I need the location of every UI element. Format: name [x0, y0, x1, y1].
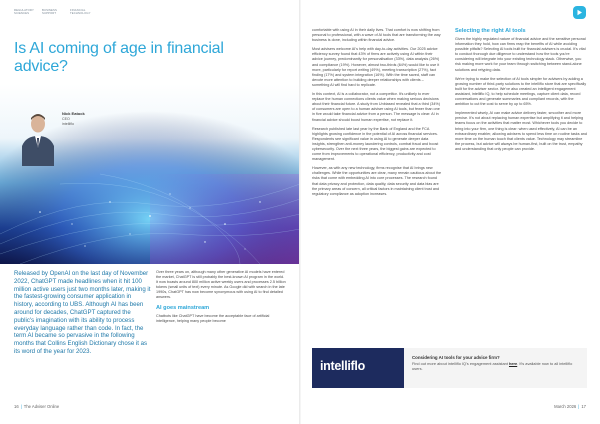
- body-paragraph: However, as with any new technology, firms recognise that AI brings new challenges. While the opportunities are clear, many remain cautious about the risks that come with embedding AI into core processes. The research found that data privacy and protection, data quality, data security and data bias are the primary areas of concern, all critical factors in maintaining client trust and regulatory compliance as adoption increases.: [312, 166, 442, 196]
- article-title: Is AI coming of age in financial advice?: [14, 40, 224, 75]
- section-tag: BUSINESS SUPPORT: [42, 8, 57, 16]
- author-photo: [20, 110, 56, 166]
- body-paragraph: Research published late last year by the Bank of England and the FCA highlights growing confidence in the potential of AI across financial services. Respondents see significant value in using AI to generate deeper data insights, strengthen anti-money laundering controls, combat fraud and boost cybersecurity. Over the next three years, the biggest gains are expected to come from improvements to operational efficiency, productivity and cost management.: [312, 126, 439, 162]
- body-paragraph: Chatbots like ChatGPT have become the acceptable face of artificial intelligence, helping many people become: [156, 313, 270, 323]
- column-4: [455, 28, 587, 156]
- subheading: AI goes mainstream: [156, 304, 210, 311]
- section-tag: REGULATORY SCIENCES: [14, 8, 34, 16]
- body-paragraph: We're trying to make the selection of AI tools simpler for advisers by adding a growing number of third-party solutions to the intelliflo store that are specifically built for the adviser sector. We've also created an intelligent engagement assistant, intelliflo IQ, to help schedule meetings, capture client data, record conversations and generate summaries and compliant records, with the ambition to cut the cost to serve by up to 65%.: [455, 76, 587, 107]
- advert-body-start: Find out more about intelliflo IQ's engagement assistant: [412, 361, 509, 366]
- footer-separator: |: [578, 404, 580, 409]
- body-paragraph: Most advisers welcome AI's help with day-to-day activities. Our 2025 advice efficiency survey found that 43% of firms are actively using AI within their advice journey, predominantly for personalisation (33%), data analysis (26%) and compliance (19%). However, almost two-thirds (64%) would like to use it more, particularly for report writing (49%), meeting transcription (27%), fact finding (17%) and system integration (16%). With the time saved, staff can devote more attention to building deeper relationships with clients – something AI will find hard to replicate.: [312, 47, 440, 87]
- footer-right: [554, 404, 586, 409]
- advert-text: [412, 355, 582, 371]
- footer-left: [14, 404, 59, 409]
- subheading: Selecting the right AI tools: [455, 28, 526, 34]
- issue-date: March 2026: [554, 404, 577, 409]
- publication-name: The Adviser Online: [23, 404, 60, 409]
- advert-box: [312, 348, 587, 388]
- column-2: [156, 270, 286, 328]
- body-paragraph: Implemented wisely, AI can make advice delivery faster, smoother and more precise. It's not about replacing human expertise but amplifying it and helping teams focus on the activities that matter most. Whichever tools you decide to bring into your firm, one thing is clear: when used effectively, AI can be an extraordinary enabler, allowing advisers to spend less time on routine tasks and more time on the human touch that clients value. Technology may streamline the process, but advice will always be human-first, built on the trust, empathy and understanding that only people can provide.: [455, 111, 587, 151]
- page-number: 17: [581, 404, 586, 409]
- author-role: CEO: [62, 116, 70, 121]
- author-name: Nick Eatock: [62, 111, 85, 116]
- advert-body: [412, 361, 582, 371]
- intelliflo-logo: [312, 348, 404, 388]
- section-tags: [14, 9, 92, 16]
- brand-wordmark: intelliflo: [320, 359, 365, 373]
- author-org: intelliflo: [62, 121, 74, 126]
- advert-link[interactable]: here: [508, 361, 518, 366]
- body-paragraph: Given the highly regulated nature of financial advice and the sensitive personal information they hold, how can firms reap the benefits of AI while avoiding possible pitfalls? Selecting AI tools built for financial advisers is crucial. It's vital to conduct thorough due diligence to understand how the tools you're considering will integrate into your existing technology stack. Otherwise, you risk making more work for your team through switching between stand-alone solutions and retyping data.: [455, 37, 586, 72]
- play-logo-icon: [573, 6, 586, 19]
- footer-separator: |: [20, 404, 22, 409]
- body-paragraph: comfortable with using AI in their daily lives. That comfort is now shifting from personal to professional, with a wave of AI tools that are transforming the way business is done, including within financial advice.: [312, 28, 441, 43]
- body-paragraph: In this context, AI is a collaborator, not a competitor. It's unlikely to ever replace the human connections clients value when making serious decisions about their financial future. A study from Unbiased revealed that a third (34%) of consumers are open to a human adviser using AI tools, but fewer than one in five would take financial advice from a person. The message is clear: AI in financial advice should boost human expertise, not replace it.: [312, 92, 440, 122]
- lead-paragraph: Released by OpenAI on the last day of November 2022, ChatGPT made headlines when it hit 100 million active users just two months later, making it the fastest-growing consumer application in history, according to UBS. Although AI has been around for decades, ChatGPT captured the public's imagination with its ability to process everyday language rather than code. In fact, the term AI became so pervasive in the following months that Collins English Dictionary chose it as its word of the year for 2023.: [14, 270, 151, 355]
- page-gutter: [299, 0, 301, 424]
- advert-title: Considering AI tools for your advice firm?: [412, 355, 500, 360]
- column-3: [312, 28, 442, 201]
- section-tag: FINANCIAL TECHNOLOGY: [70, 8, 91, 16]
- body-paragraph: Over three years on, although many other generative AI models have entered the market, ChatGPT is still probably the best-known AI program in the world. It now boasts around 800 million active weekly users and processes 2.5 billion tokens (small units of text) every minute. As Google did with search in the late 1990s, ChatGPT has now become synonymous with using AI to find detailed answers.: [156, 270, 286, 300]
- advert-body-end: . It's available now to all intelliflo users.: [412, 361, 573, 372]
- page-number: 16: [14, 404, 19, 409]
- author-byline: [62, 111, 85, 127]
